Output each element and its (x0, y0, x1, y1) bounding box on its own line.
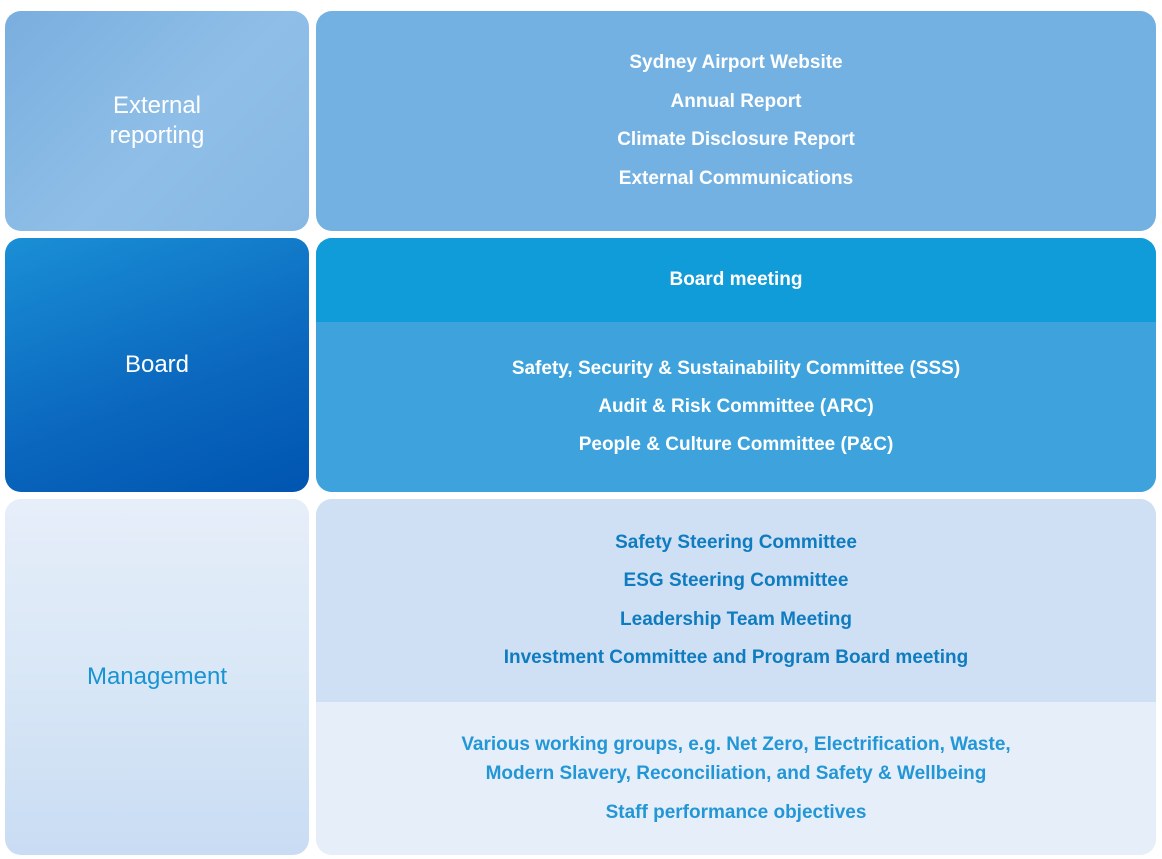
management-committees-section (316, 499, 1156, 702)
mgmt-committee-safety: Safety Steering Committee (615, 531, 857, 553)
external-reporting-label-line1: External (112, 92, 202, 119)
board-meeting-section (316, 238, 1156, 322)
external-item-communications: External Communications (618, 167, 854, 189)
external-item-annual-report: Annual Report (670, 90, 802, 112)
board-committee-pc: People & Culture Committee (P&C) (578, 434, 894, 455)
external-reporting-items (316, 11, 1156, 231)
mgmt-staff-objectives: Staff performance objectives (605, 802, 867, 823)
mgmt-working-groups-line2: Modern Slavery, Reconciliation, and Safety & Wellbeing (485, 763, 987, 784)
board-committees-section (316, 322, 1156, 492)
external-reporting-label-box (5, 11, 309, 231)
management-content (316, 499, 1156, 855)
management-label: Management (86, 663, 228, 690)
board-label: Board (124, 351, 190, 378)
board-label-box (5, 238, 309, 492)
external-reporting-label-line2: reporting (109, 122, 205, 149)
board-committee-sss: Safety, Security & Sustainability Committee (SSS) (511, 358, 961, 379)
mgmt-committee-investment: Investment Committee and Program Board meeting (503, 647, 969, 668)
board-meeting-text: Board meeting (669, 269, 803, 290)
management-label-box (5, 499, 309, 855)
mgmt-committee-leadership: Leadership Team Meeting (620, 608, 852, 630)
external-reporting-content (316, 11, 1156, 231)
management-working-section (316, 702, 1156, 855)
board-content (316, 238, 1156, 492)
mgmt-working-groups-line1: Various working groups, e.g. Net Zero, Electrification, Waste, (461, 734, 1011, 755)
external-item-climate-report: Climate Disclosure Report (617, 129, 855, 150)
external-reporting-label (110, 91, 205, 151)
mgmt-committee-esg: ESG Steering Committee (623, 570, 849, 591)
board-committee-arc: Audit & Risk Committee (ARC) (598, 396, 874, 417)
external-item-website: Sydney Airport Website (629, 52, 843, 73)
